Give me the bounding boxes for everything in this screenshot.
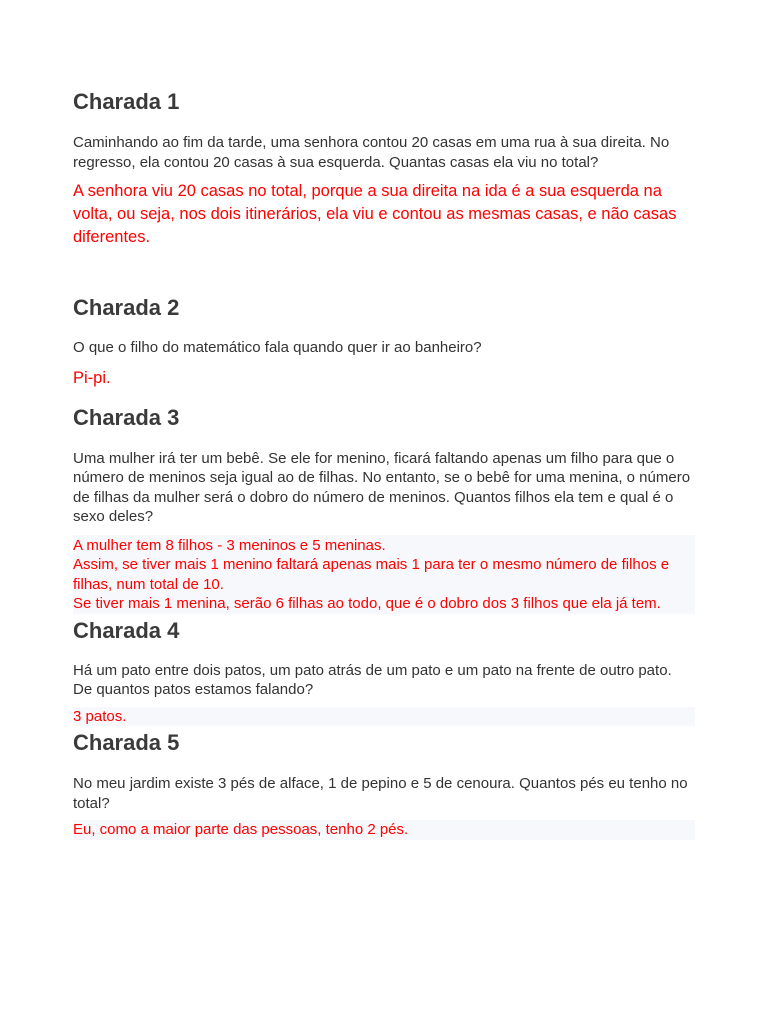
riddle-answer [73, 180, 694, 249]
riddle-question: Caminhando ao fim da tarde, uma senhora contou 20 casas em uma rua à sua direita. No regresso, ela contou 20 casas à sua esquerda. Quantas casas ela viu no total? [73, 134, 670, 171]
answer-line: Assim, se tiver mais 1 menino faltará apenas mais 1 para ter o mesmo número de filhos e filhas, num total de 10. [73, 556, 670, 593]
riddle-title: Charada 4 [73, 617, 180, 643]
answer-line: A mulher tem 8 filhos - 3 meninos e 5 meninas. [73, 536, 386, 554]
riddle-title: Charada 1 [73, 89, 180, 114]
answer-line: A senhora viu 20 casas no total, porque a sua direita na ida é a sua esquerda na volta, ou seja, nos dois itinerários, ela viu e contou as mesmas casas, e não casas diferentes. [73, 182, 677, 246]
riddle-title: Charada 2 [73, 295, 180, 320]
riddle-1 [73, 86, 694, 249]
riddle-5 [73, 727, 694, 840]
riddle-answer [73, 820, 695, 840]
riddle-3 [73, 402, 694, 614]
riddle-4 [73, 615, 694, 727]
riddle-question: Uma mulher irá ter um bebê. Se ele for menino, ficará faltando apenas um filho para que o número de meninos seja igual ao de filhas. No entanto, se o bebê for uma menina, o número de filhas da mulher será o dobro do número de meninos. Quantos filhos ela tem e qual é o sexo deles? [73, 449, 691, 525]
riddle-question: Há um pato entre dois patos, um pato atrás de um pato e um pato na frente de outro pato. De quantos patos estamos falando? [73, 661, 672, 698]
riddle-question: O que o filho do matemático fala quando quer ir ao banheiro? [73, 339, 482, 356]
riddle-title: Charada 3 [73, 404, 180, 430]
riddle-answer [73, 367, 694, 390]
riddle-question: No meu jardim existe 3 pés de alface, 1 de pepino e 5 de cenoura. Quantos pés eu tenho no total? [73, 775, 688, 812]
riddle-answer [73, 707, 695, 727]
answer-line: Pi-pi. [73, 368, 111, 387]
answer-line: Se tiver mais 1 menina, serão 6 filhas ao todo, que é o dobro dos 3 filhos que ela já tem. [73, 595, 661, 612]
answer-line: Eu, como a maior parte das pessoas, tenho 2 pés. [73, 821, 409, 838]
riddle-title: Charada 5 [73, 730, 180, 755]
riddle-answer [73, 535, 695, 614]
riddle-2 [73, 292, 694, 390]
answer-line: 3 patos. [73, 707, 127, 725]
